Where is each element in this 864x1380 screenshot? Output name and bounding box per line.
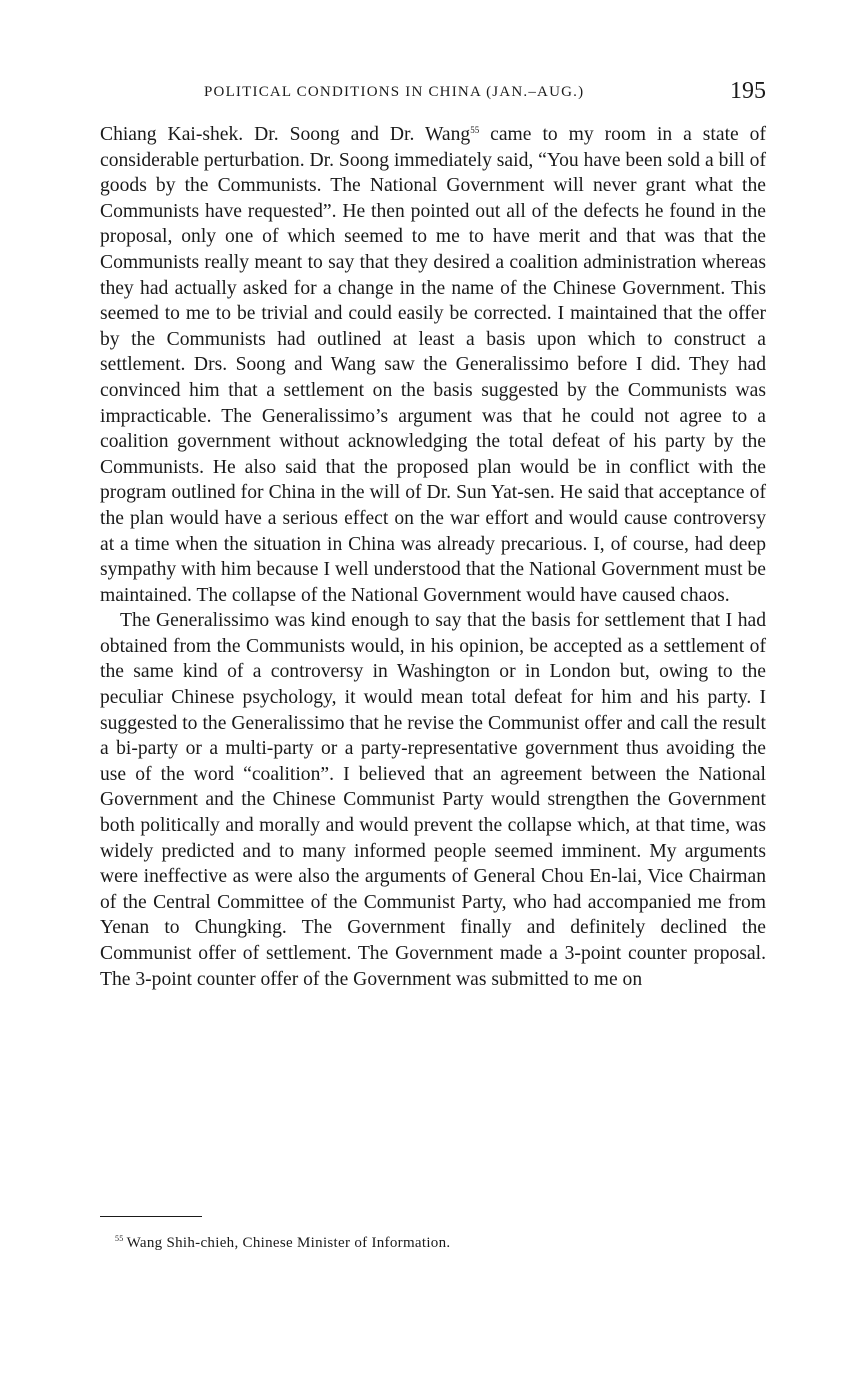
paragraph-2: The Generalissimo was kind enough to say that the basis for settlement that I had obtained from the Communists would, in his opinion, be accepted as a settlement of the same kind of a controversy in Washington or in London but, owing to the peculiar Chinese psychology, it would mean total defeat for him and his party. I suggested to the Generalissimo that he revise the Communist offer and call the result a bi-party or a multi-party or a party-representative government thus avoiding the use of the word “coalition”. I believed that an agreement between the National Government and the Chinese Communist Party would strengthen the Government both politically and morally and would prevent the collapse which, at that time, was widely predicted and to many informed people seemed imminent. My arguments were ineffective as were also the arguments of General Chou En-lai, Vice Chairman of the Central Committee of the Communist Party, who had accompanied me from Yenan to Chungking. The Government finally and definitely declined the Communist offer of settlement. The Government made a 3-point counter proposal. The 3-point counter offer of the Government was submitted to me on bbox=[100, 610, 766, 990]
footnote bbox=[115, 1233, 765, 1253]
footnote-text: Wang Shih-chieh, Chinese Minister of Information. bbox=[126, 1235, 451, 1251]
paragraph-1-rest: came to my room in a state of considerable perturbation. Dr. Soong immediately said, “You have been sold a bill of goods by the Communists. The National Government will never grant what the Communists have requested”. He then pointed out all of the defects he found in the proposal, only one of which seemed to me to have merit and that was that the Communists really meant to say that they desired a coalition administration whereas they had actually asked for a change in the name of the Chinese Government. This seemed to me to be trivial and could easily be corrected. I maintained that the offer by the Communists had outlined at least a basis upon which to construct a settlement. Drs. Soong and Wang saw the Generalissimo before I did. They had convinced him that a settlement on the basis suggested by the Communists was impracticable. The Generalissimo’s argument was that he could not agree to a coalition government without acknowledging the total defeat of his party by the Communists. He also said that the proposed plan would be in conflict with the program outlined for China in the will of Dr. Sun Yat-sen. He said that acceptance of the plan would have a serious effect on the war effort and would cause controversy at a time when the situation in China was already precarious. I, of course, had deep sympathy with him because I well understood that the National Government must be maintained. The collapse of the National Government would have caused chaos. bbox=[100, 124, 766, 606]
body-text bbox=[100, 122, 766, 992]
page-header bbox=[100, 78, 766, 108]
footnote-marker: 55 bbox=[115, 1234, 124, 1243]
page-number: 195 bbox=[730, 78, 766, 104]
paragraph-1 bbox=[100, 122, 766, 608]
paragraph-1-start: Chiang Kai-shek. Dr. Soong and Dr. Wang bbox=[100, 124, 471, 145]
footnote-reference: 55 bbox=[470, 125, 480, 135]
footnote-divider bbox=[100, 1216, 202, 1217]
running-head: POLITICAL CONDITIONS IN CHINA (JAN.–AUG.) bbox=[204, 84, 585, 100]
